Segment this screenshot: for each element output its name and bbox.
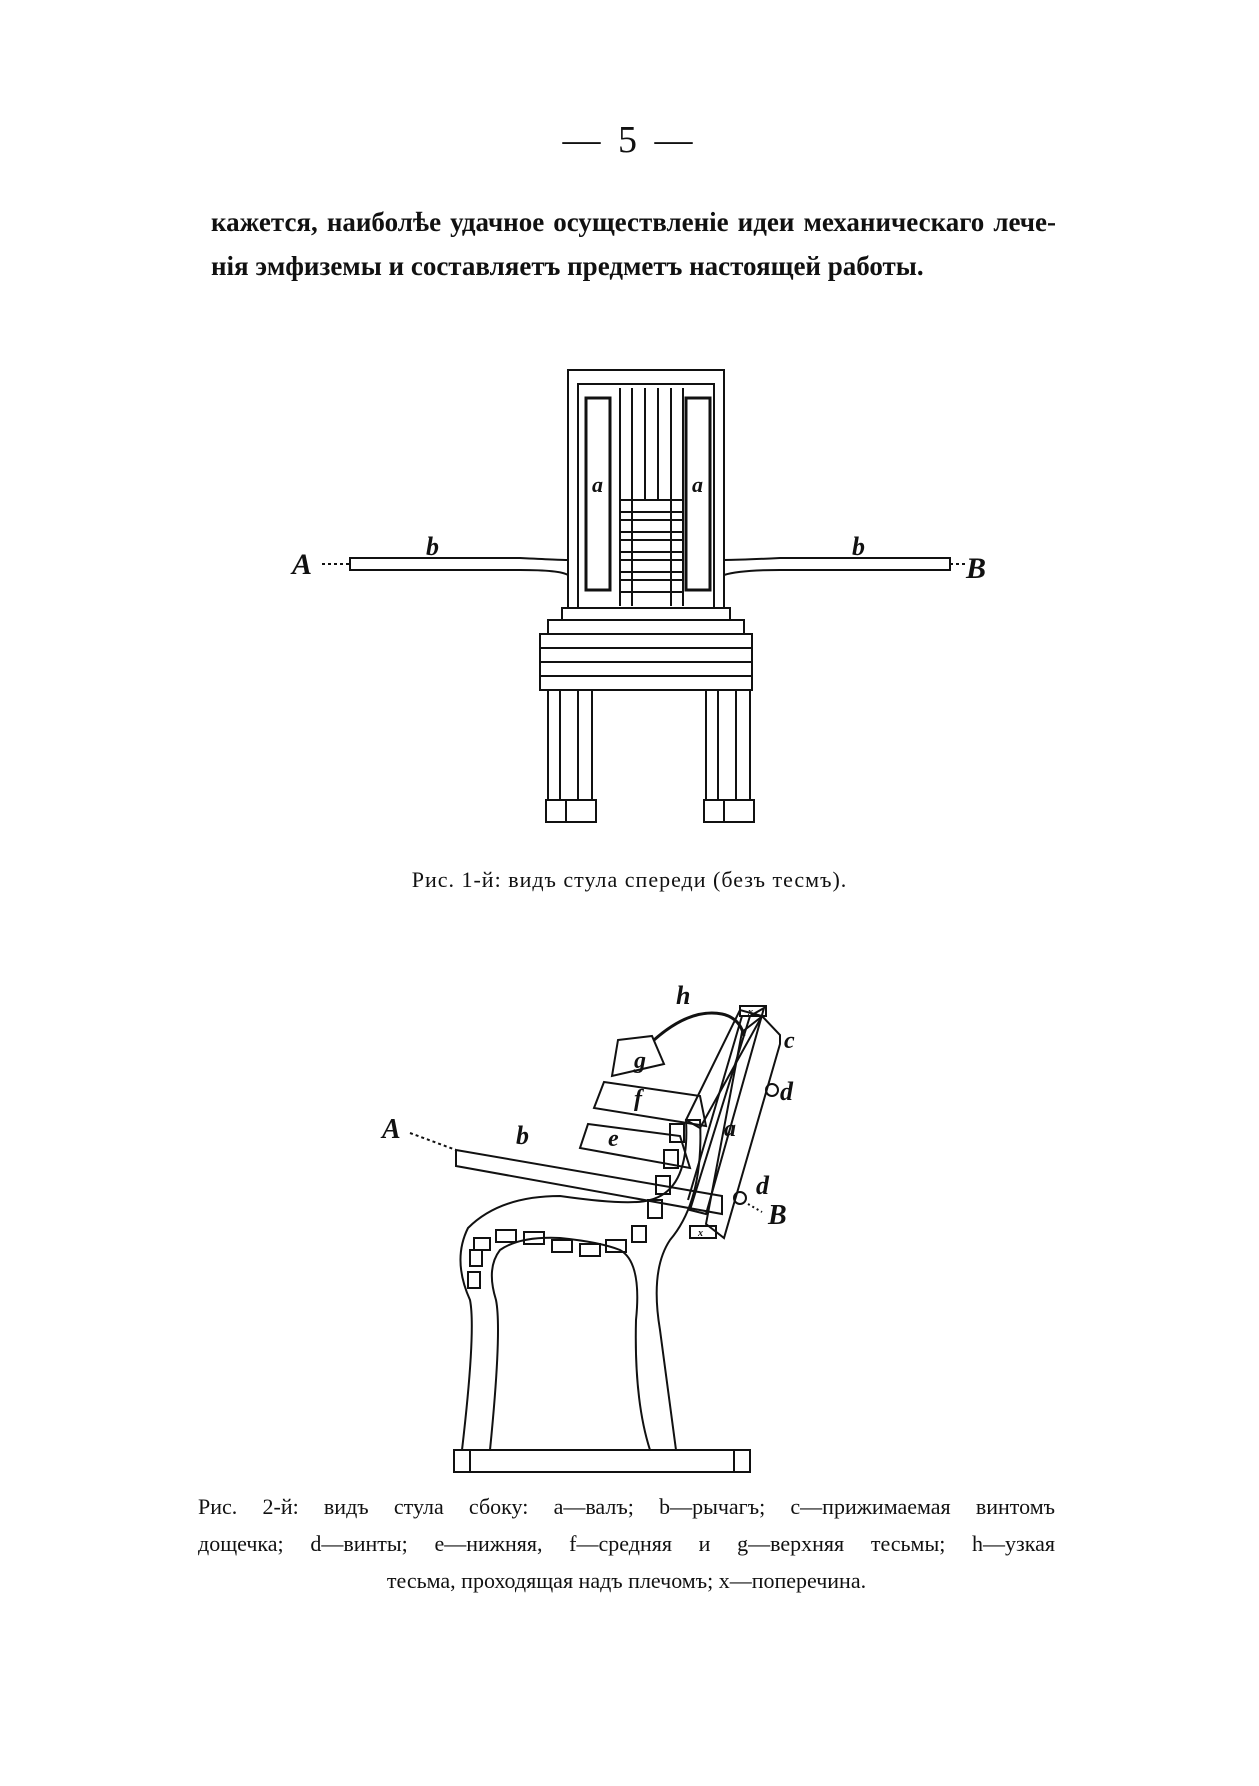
label-x-bottom: x <box>698 1228 703 1239</box>
caption-line: тесьма, проходящая надъ плечомъ; x—поперечина. <box>386 1568 867 1593</box>
paragraph-line: нія эмфиземы и составляетъ предметъ настоящей работы. <box>211 251 924 281</box>
paragraph-line: кажется, наиболѣе удачное осуществленіе идеи механическаго лече- <box>211 207 1056 237</box>
figure-2-caption <box>198 1488 1055 1599</box>
label-d-top: d <box>780 1077 793 1106</box>
label-f: f <box>634 1086 642 1112</box>
label-e: e <box>608 1126 619 1152</box>
label-x-top: x <box>748 1007 753 1018</box>
label-a: a <box>724 1116 736 1142</box>
figure-1-caption: Рис. 1-й: видъ стула спереди (безъ тесмъ). <box>411 867 848 892</box>
label-b-left: b <box>426 532 439 561</box>
bench-side-frame-inner <box>490 1238 650 1450</box>
bench-side-frame-outer <box>460 1120 700 1450</box>
label-A: A <box>382 1114 401 1145</box>
caption-line: Рис. 2-й: видъ стула сбоку: a—валъ; b—рычагъ; c—прижимаемая винтомъ <box>198 1494 1055 1519</box>
lever-b <box>456 1150 722 1214</box>
strap-e <box>580 1124 690 1168</box>
label-a-left: a <box>592 472 603 497</box>
label-h: h <box>676 981 691 1010</box>
screw-d-top <box>766 1084 778 1096</box>
label-d-bottom: d <box>756 1171 769 1200</box>
label-B: B <box>966 552 987 585</box>
strap-h <box>654 1013 744 1040</box>
back-post <box>686 1010 762 1128</box>
label-b: b <box>516 1121 529 1150</box>
label-c: c <box>784 1028 795 1054</box>
label-b-right: b <box>852 532 865 561</box>
label-A: A <box>292 548 313 581</box>
label-g: g <box>634 1048 646 1074</box>
page-number: — 5 — <box>562 119 697 161</box>
chair-base <box>454 1450 750 1472</box>
label-B: B <box>768 1200 787 1231</box>
caption-line: дощечка; d—винты; e—нижняя, f—средняя и g—верхняя тесьмы; h—узкая <box>198 1531 1055 1556</box>
label-a-right: a <box>692 472 703 497</box>
